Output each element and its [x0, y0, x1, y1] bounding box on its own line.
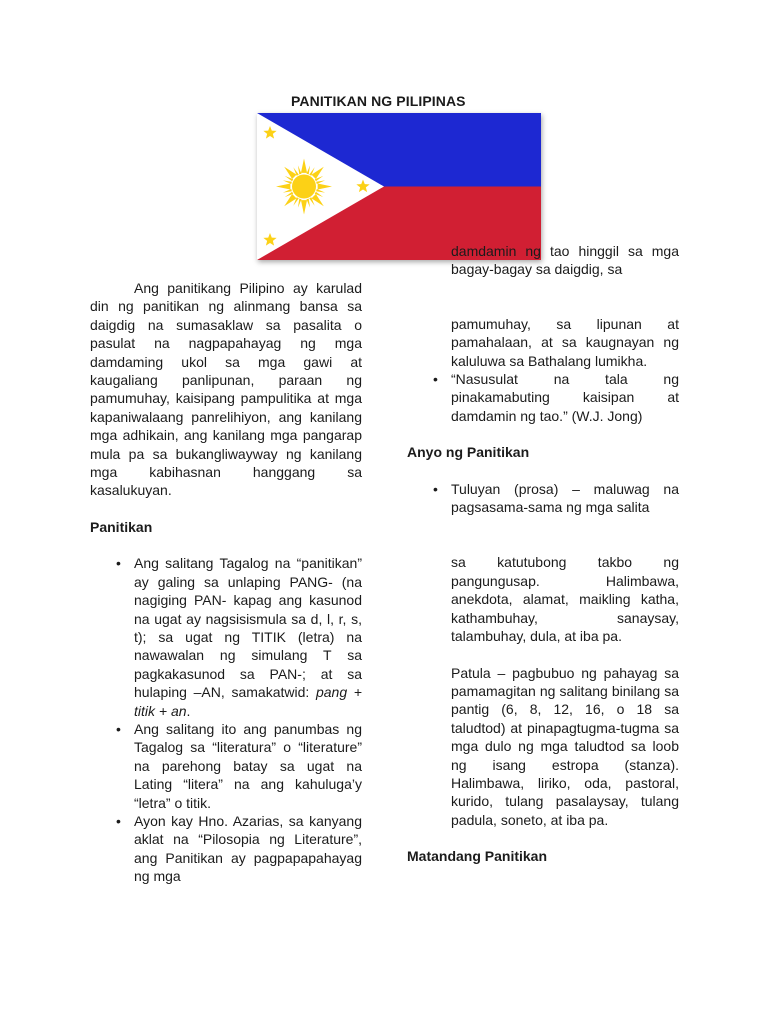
panitikan-list — [90, 554, 362, 885]
philippine-flag-image — [257, 113, 541, 260]
sun-core — [292, 175, 316, 199]
list-item: • “Nasusulat na tala ng pinakamabuting kaisipan at damdamin ng tao.” (W.J. Jong) — [407, 370, 679, 425]
flag-svg — [257, 113, 541, 260]
heading-panitikan: Panitikan — [90, 518, 153, 535]
continuation-1: damdamin ng tao hinggil sa mga bagay-bagay sa daigdig, sa — [451, 243, 679, 278]
bullet1-end: . — [186, 702, 191, 719]
anyo-list — [407, 480, 679, 517]
heading-anyo-ng-panitikan: Anyo ng Panitikan — [407, 444, 530, 461]
heading-matandang-panitikan: Matandang Panitikan — [407, 848, 548, 865]
right-column — [407, 242, 679, 866]
continuation-2: pamumuhay, sa lipunan at pamahalaan, at sa kaugnayan ng kaluluwa sa Bathalang lumikha. — [451, 315, 679, 369]
flag-sun — [276, 159, 332, 215]
bullet1-text: Ang salitang Tagalog na “panitikan” ay galing sa unlaping PANG- (na nagiging PAN- kapag ang kasunod na ugat ay nagsisismula sa d, l, r, s, t); sa ugat ng TITIK (letra) na nawawalan ng simulang T sa pagkakasunod sa PAN-; at sa hulaping –AN, samakatwid: — [134, 555, 362, 701]
list-item: • Ang salitang ito ang panumbas ng Tagalog sa “literatura” o “literature” na parehong batay sa ugat na Lating “litera” na ang kahuluga’y “letra” o titik. — [90, 720, 362, 812]
tuluyan-continuation: sa katutubong takbo ng pangungusap. Halimbawa, anekdota, alamat, maikling katha, kathambuhay, sanaysay, talambuhay, dula, at iba pa. — [451, 554, 679, 645]
left-column — [90, 279, 362, 886]
list-item — [90, 554, 362, 720]
bullet1-italic: pang + titik + an — [134, 684, 362, 719]
patula-paragraph: Patula – pagbubuo ng pahayag sa pamamagitan ng salitang binilang sa pantig (6, 8, 12, 16, o 18 sa taludtod) at pinapagtugma-tugma sa mga dulo ng mga taludtod sa loob ng isang estropa (stanza). Halimbawa, liriko, oda, pastoral, kurido, tulang pasalaysay, tulang padula, soneto, at iba pa. — [451, 664, 679, 828]
list-item: • Ayon kay Hno. Azarias, sa kanyang aklat na “Pilosopia ng Literature”, ang Panitikan ay pagpapapahayag ng mga — [90, 812, 362, 886]
intro-paragraph: Ang panitikang Pilipino ay karulad din ng panitikan ng alinmang bansa sa daigdig na sumasaklaw sa pasalita o pasulat na nagpapahayag ng mga damdaming ukol sa mga gawi at kaugaliang panlipunan, paraan ng pamumuhay, kaisipang pampulitika at mga kapaniwalaang panrelihiyon, ang kanilang mga adhikain, ang kanilang mga pangarap mula pa sa bukangliwayway ng kanilang mga kabihasnan hanggang sa kasalukuyan. — [90, 280, 362, 499]
document-title: PANITIKAN NG PILIPINAS — [291, 93, 466, 109]
list-item: • Tuluyan (prosa) – maluwag na pagsasama-sama ng mga salita — [407, 480, 679, 517]
definition-list — [407, 370, 679, 425]
